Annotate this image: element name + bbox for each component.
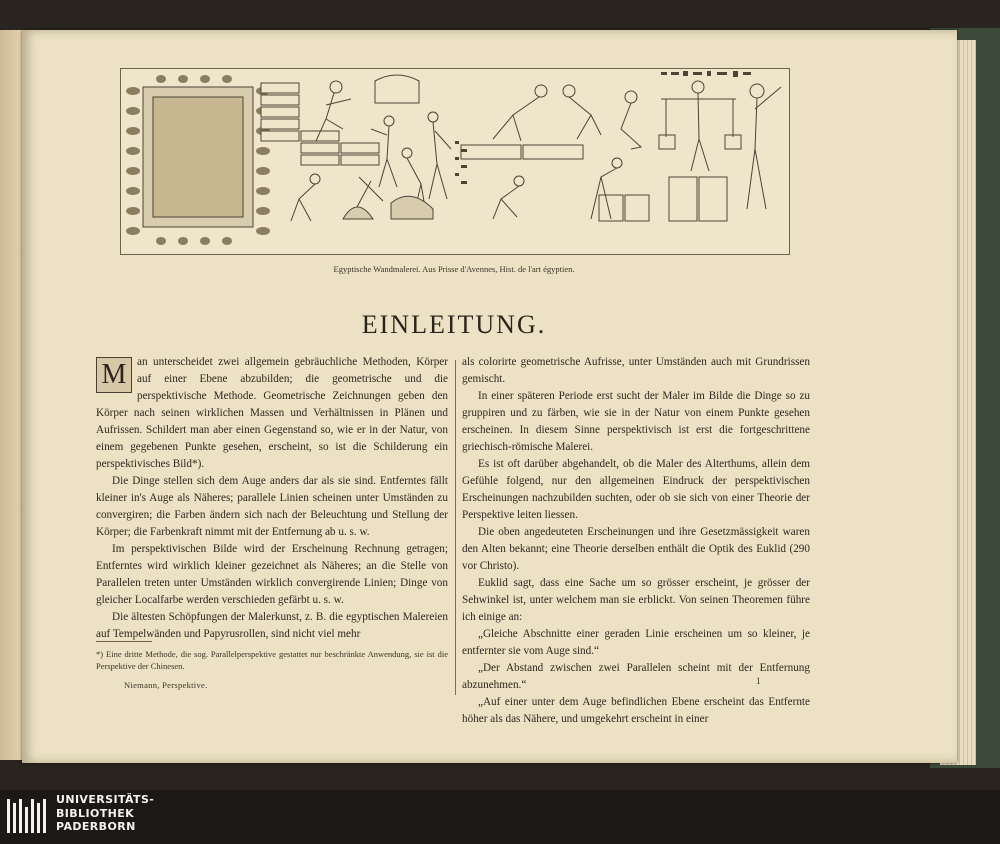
paragraph-2: Die Dinge stellen sich dem Auge anders dar als sie sind. Entferntes fällt kleiner in's Auge als Näheres; parallele Linien scheinen unter Umständen zu convergiren; die Farben ändern sich nach der Beleuchtung und Stellung der Körper; die Farbenkraft nimmt mit der Entfernung ab u. s. w. — [96, 475, 448, 538]
library-logo-icon — [6, 797, 48, 835]
footnote-rule — [96, 641, 152, 642]
wall-painting-illustration — [121, 69, 789, 254]
text-column-right — [462, 354, 810, 728]
paragraph-1-text: an unterscheidet zwei allgemein gebräuchliche Methoden, Körper auf einer Ebene abzubilden; die geometrische und die perspektivische Methode. Geometrische Zeichnungen geben den Körper nach seinen wirklichen Massen und Verhältnissen in Plänen und Aufrissen. Schildert man aber einen Gegenstand so, wie er in der Natur, von einem gegebenen Punkte gesehen, erscheint, so ist die Schilderung ein perspektivisches Bild*). — [96, 356, 448, 470]
page-number: 1 — [756, 676, 761, 686]
library-name — [56, 793, 154, 834]
paragraph-5: als colorirte geometrische Aufrisse, unter Umständen auch mit Grundrissen gemischt. — [462, 356, 810, 385]
paragraph-4: Die ältesten Schöpfungen der Malerkunst, z. B. die egyptischen Malereien auf Tempelwänden und Papyrusrollen, sind nicht viel mehr — [96, 611, 448, 640]
quote-3: „Auf einer unter dem Auge befindlichen Ebene erscheint das Entfernte höher als das Nähere, und umgekehrt erscheint in einer — [462, 696, 810, 725]
library-footer — [0, 790, 1000, 844]
drop-cap: M — [96, 357, 132, 393]
footnote: *) Eine dritte Methode, die sog. Parallelperspektive gestattet nur beschränkte Anwendung, sie ist die Perspektive der Chinesen. — [96, 649, 448, 671]
figure-caption: Egyptische Wandmalerei. Aus Prisse d'Avennes, Hist. de l'art égyptien. — [333, 264, 575, 274]
text-column-left — [96, 354, 448, 643]
paragraph-1 — [96, 354, 448, 473]
library-line-1: UNIVERSITÄTS- — [56, 793, 155, 806]
chapter-title: EINLEITUNG. — [361, 310, 547, 339]
paragraph-6: In einer späteren Periode erst sucht der Maler im Bilde die Dinge so zu gruppiren und zu färben, wie sie in der Natur von einem Punkte gesehen erscheinen. In diesem Sinne perspektivisch ist erst die fortgeschrittene griechisch-römische Malerei. — [462, 390, 810, 453]
signature-mark: Niemann, Perspektive. — [124, 680, 208, 690]
quote-1: „Gleiche Abschnitte einer geraden Linie erscheinen um so kleiner, je entfernter sie vom Auge sind.“ — [462, 628, 810, 657]
column-divider — [455, 360, 456, 695]
library-line-3: PADERBORN — [56, 820, 136, 833]
egyptian-wall-painting — [120, 68, 790, 255]
quote-2: „Der Abstand zwischen zwei Parallelen scheint mit der Entfernung abzunehmen.“ — [462, 662, 810, 691]
paragraph-8: Die oben angedeuteten Erscheinungen und ihre Gesetzmässigkeit waren den Alten bekannt; eine Theorie derselben enthält die Optik des Euklid (290 vor Christo). — [462, 526, 810, 572]
library-line-2: BIBLIOTHEK — [56, 806, 135, 820]
paragraph-9: Euklid sagt, dass eine Sache um so grösser erscheint, je grösser der Sehwinkel ist, unter welchem man sie erblickt. Von seinen Theoremen führe ich einige an: — [462, 577, 810, 623]
paragraph-3: Im perspektivischen Bilde wird der Erscheinung Rechnung getragen; Entferntes wird wirklich kleiner gezeichnet als Näheres; an die Stelle von Parallelen treten unter Umständen wirklich convergirende Linien; Dinge von gleicher Localfarbe werden verschieden gefärbt u. s. w. — [96, 543, 448, 606]
paragraph-7: Es ist oft darüber abgehandelt, ob die Maler des Alterthums, allein dem Gefühle folgend, nur den allgemeinen Eindruck der perspektivischen Erscheinungen nachzubilden suchten, oder ob sie sich von einer Theorie der Perspektive leiten liessen. — [462, 458, 810, 521]
